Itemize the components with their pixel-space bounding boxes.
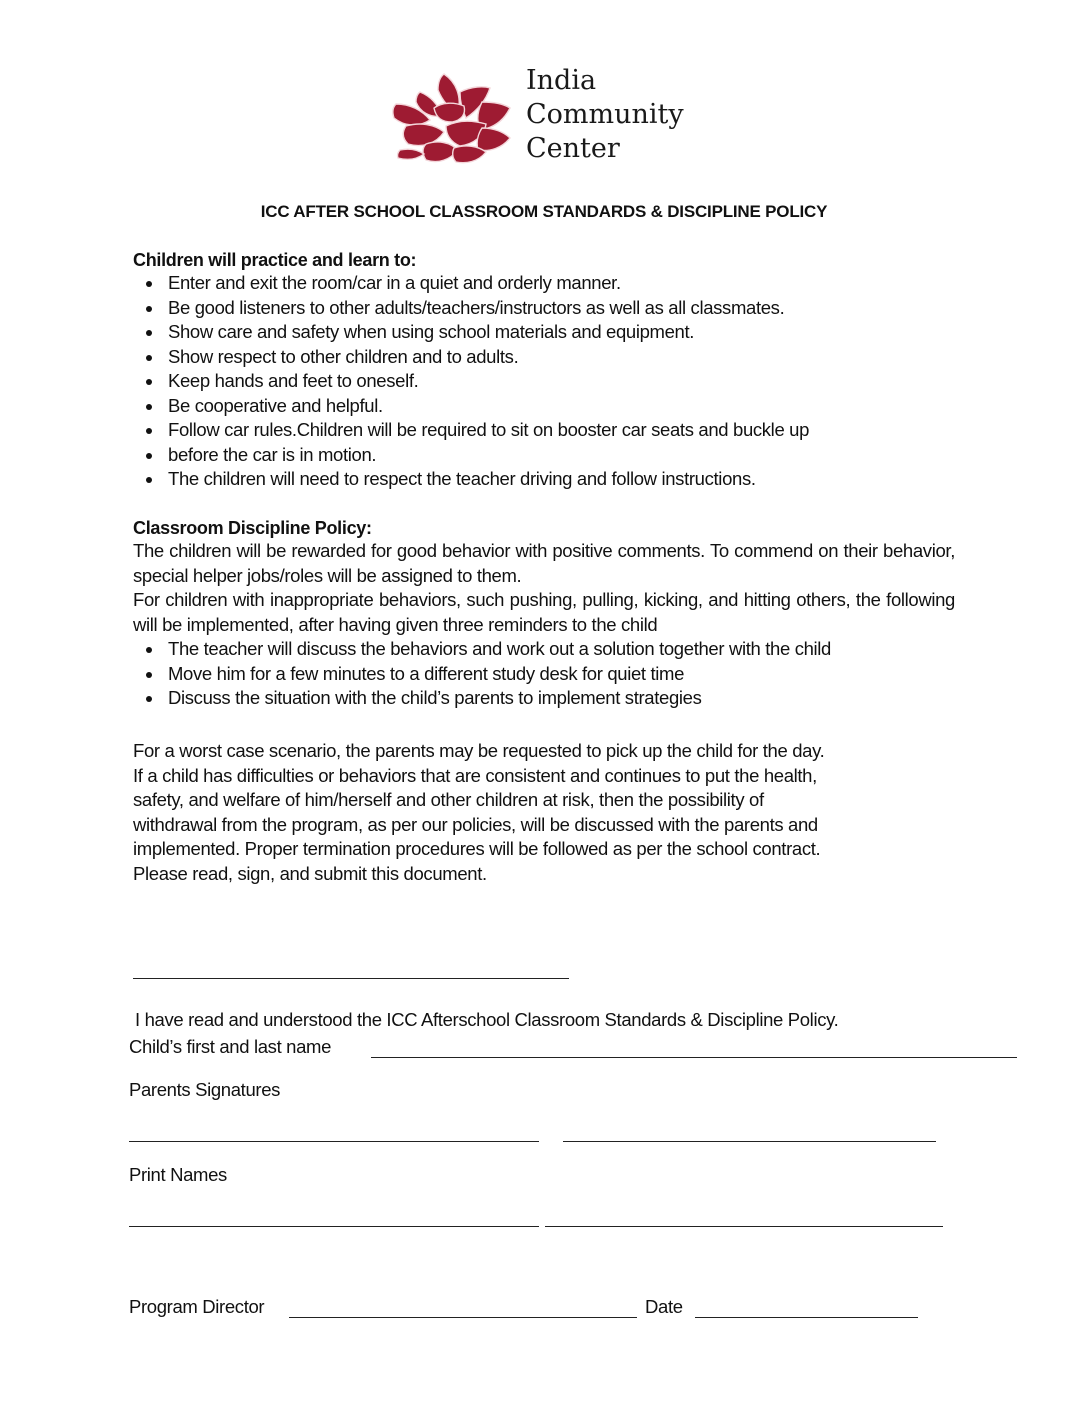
closing-line: implemented. Proper termination procedures will be followed as per the school contract. — [133, 838, 821, 859]
closing-line: Please read, sign, and submit this document. — [133, 862, 487, 884]
list-item: Be good listeners to other adults/teachers/instructors as well as all classmates. — [133, 296, 933, 321]
date-field[interactable] — [695, 1317, 918, 1318]
closing-line: safety, and welfare of him/herself and other children at risk, then the possibility of — [133, 789, 764, 810]
logo-line-community: Community — [526, 99, 684, 130]
lotus-icon — [386, 62, 524, 168]
closing-line: For a worst case scenario, the parents may be requested to pick up the child for the day. — [133, 740, 825, 761]
date-label: Date — [645, 1296, 683, 1317]
list-item: Keep hands and feet to oneself. — [133, 369, 933, 394]
closing-line: If a child has difficulties or behaviors that are consistent and continues to put the health, — [133, 764, 817, 786]
document-title: ICC AFTER SCHOOL CLASSROOM STANDARDS & DISCIPLINE POLICY — [260, 202, 828, 221]
practice-heading: Children will practice and learn to: — [133, 250, 417, 270]
practice-list — [133, 271, 933, 492]
list-item: Be cooperative and helpful. — [133, 394, 933, 419]
practice-section — [133, 250, 933, 492]
discipline-list — [133, 637, 955, 711]
child-name-label: Child’s first and last name — [129, 1036, 332, 1057]
discipline-heading: Classroom Discipline Policy: — [133, 518, 372, 538]
list-item: Follow car rules.Children will be required to sit on booster car seats and buckle up — [133, 418, 933, 443]
list-item: before the car is in motion. — [133, 443, 933, 468]
list-item: Move him for a few minutes to a different study desk for quiet time — [133, 662, 955, 687]
parent-signature-field-2[interactable] — [563, 1141, 936, 1142]
closing-paragraph — [133, 739, 963, 886]
program-director-label: Program Director — [129, 1296, 265, 1317]
print-name-field-1[interactable] — [129, 1226, 539, 1227]
logo-line-india: India — [526, 65, 597, 96]
logo — [386, 62, 706, 170]
list-item: Show care and safety when using school materials and equipment. — [133, 320, 933, 345]
list-item: Enter and exit the room/car in a quiet and orderly manner. — [133, 271, 933, 296]
print-names-label: Print Names — [129, 1164, 227, 1185]
logo-wordmark — [526, 64, 684, 166]
parents-signatures-label: Parents Signatures — [129, 1079, 281, 1100]
closing-line: withdrawal from the program, as per our policies, will be discussed with the parents and — [133, 813, 818, 835]
list-item: The teacher will discuss the behaviors and work out a solution together with the child — [133, 637, 955, 662]
print-name-field-2[interactable] — [545, 1226, 943, 1227]
acknowledgement-text: I have read and understood the ICC Afterschool Classroom Standards & Discipline Policy. — [135, 1009, 839, 1030]
discipline-paragraph-rewards: The children will be rewarded for good behavior with positive comments. To commend on their behavior, special helper jobs/roles will be assigned to them. — [133, 540, 955, 586]
list-item: The children will need to respect the teacher driving and follow instructions. — [133, 467, 933, 492]
list-item: Discuss the situation with the child’s parents to implement strategies — [133, 686, 955, 711]
list-item: Show respect to other children and to adults. — [133, 345, 933, 370]
child-name-field[interactable] — [371, 1057, 1017, 1058]
program-director-field[interactable] — [289, 1317, 637, 1318]
discipline-paragraph-inappropriate: For children with inappropriate behaviors, such pushing, pulling, kicking, and hitting others, the following will be implemented, after having given three reminders to the child — [133, 589, 955, 635]
parent-signature-field-1[interactable] — [129, 1141, 539, 1142]
discipline-section — [133, 518, 955, 711]
signature-line-top[interactable] — [133, 978, 569, 979]
logo-line-center: Center — [526, 133, 620, 164]
